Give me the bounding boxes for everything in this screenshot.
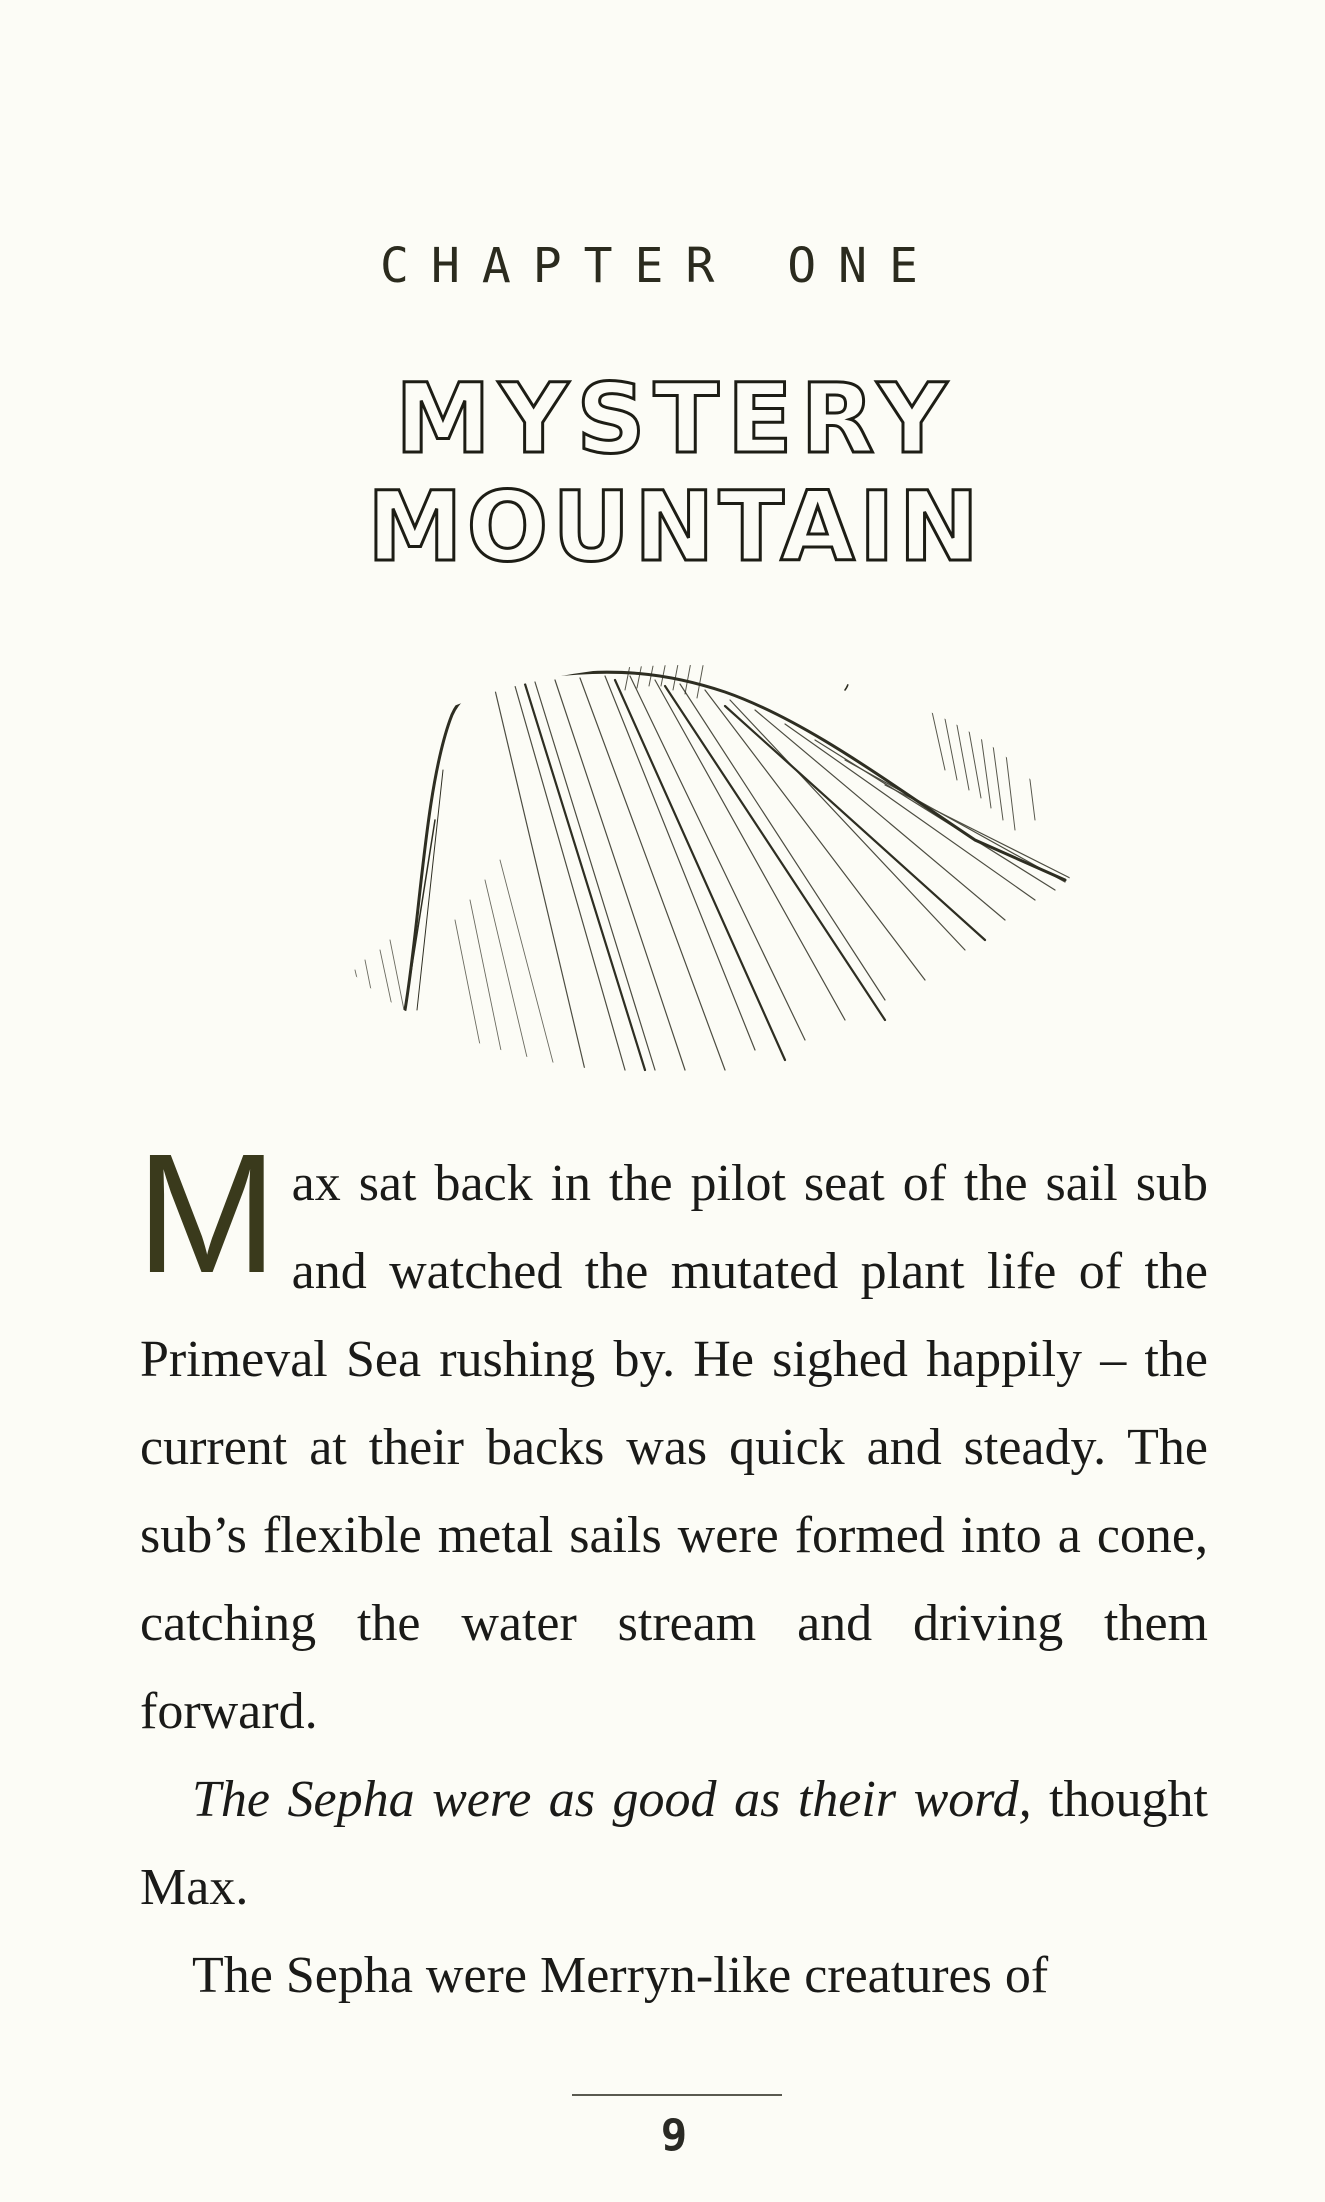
mountain-sketch-icon	[285, 620, 1085, 1080]
paragraph-3: The Sepha were Merryn-like creatures of	[192, 1947, 1049, 2004]
paragraph-2-text: thought Max.	[140, 1771, 1208, 1916]
paragraph-1	[136, 1119, 1208, 1756]
chapter-title-line1: MYSTERY	[395, 363, 955, 475]
chapter-label	[260, 238, 1060, 290]
body-text	[136, 1119, 1208, 2020]
paragraph-2-italic: The Sepha were as good as their word,	[192, 1771, 1032, 1828]
chapter-label-text: CHAPTER ONE	[380, 238, 940, 290]
paragraph-2	[140, 1756, 1208, 1932]
drop-cap: M	[136, 1119, 278, 1309]
chapter-title	[350, 360, 1000, 575]
footer-rule	[572, 2094, 782, 2096]
page-number: 9	[660, 2110, 690, 2161]
chapter-title-line2: MOUNTAIN	[367, 471, 983, 575]
paragraph-1-text: ax sat back in the pilot seat of the sail sub and watched the mutated plant life of the Primeval Sea rushing by. He sighed happily – the current at their backs was quick and steady. The sub’s flexible metal sails were formed into a cone, catching the water stream and driving them forward.	[140, 1155, 1208, 1740]
